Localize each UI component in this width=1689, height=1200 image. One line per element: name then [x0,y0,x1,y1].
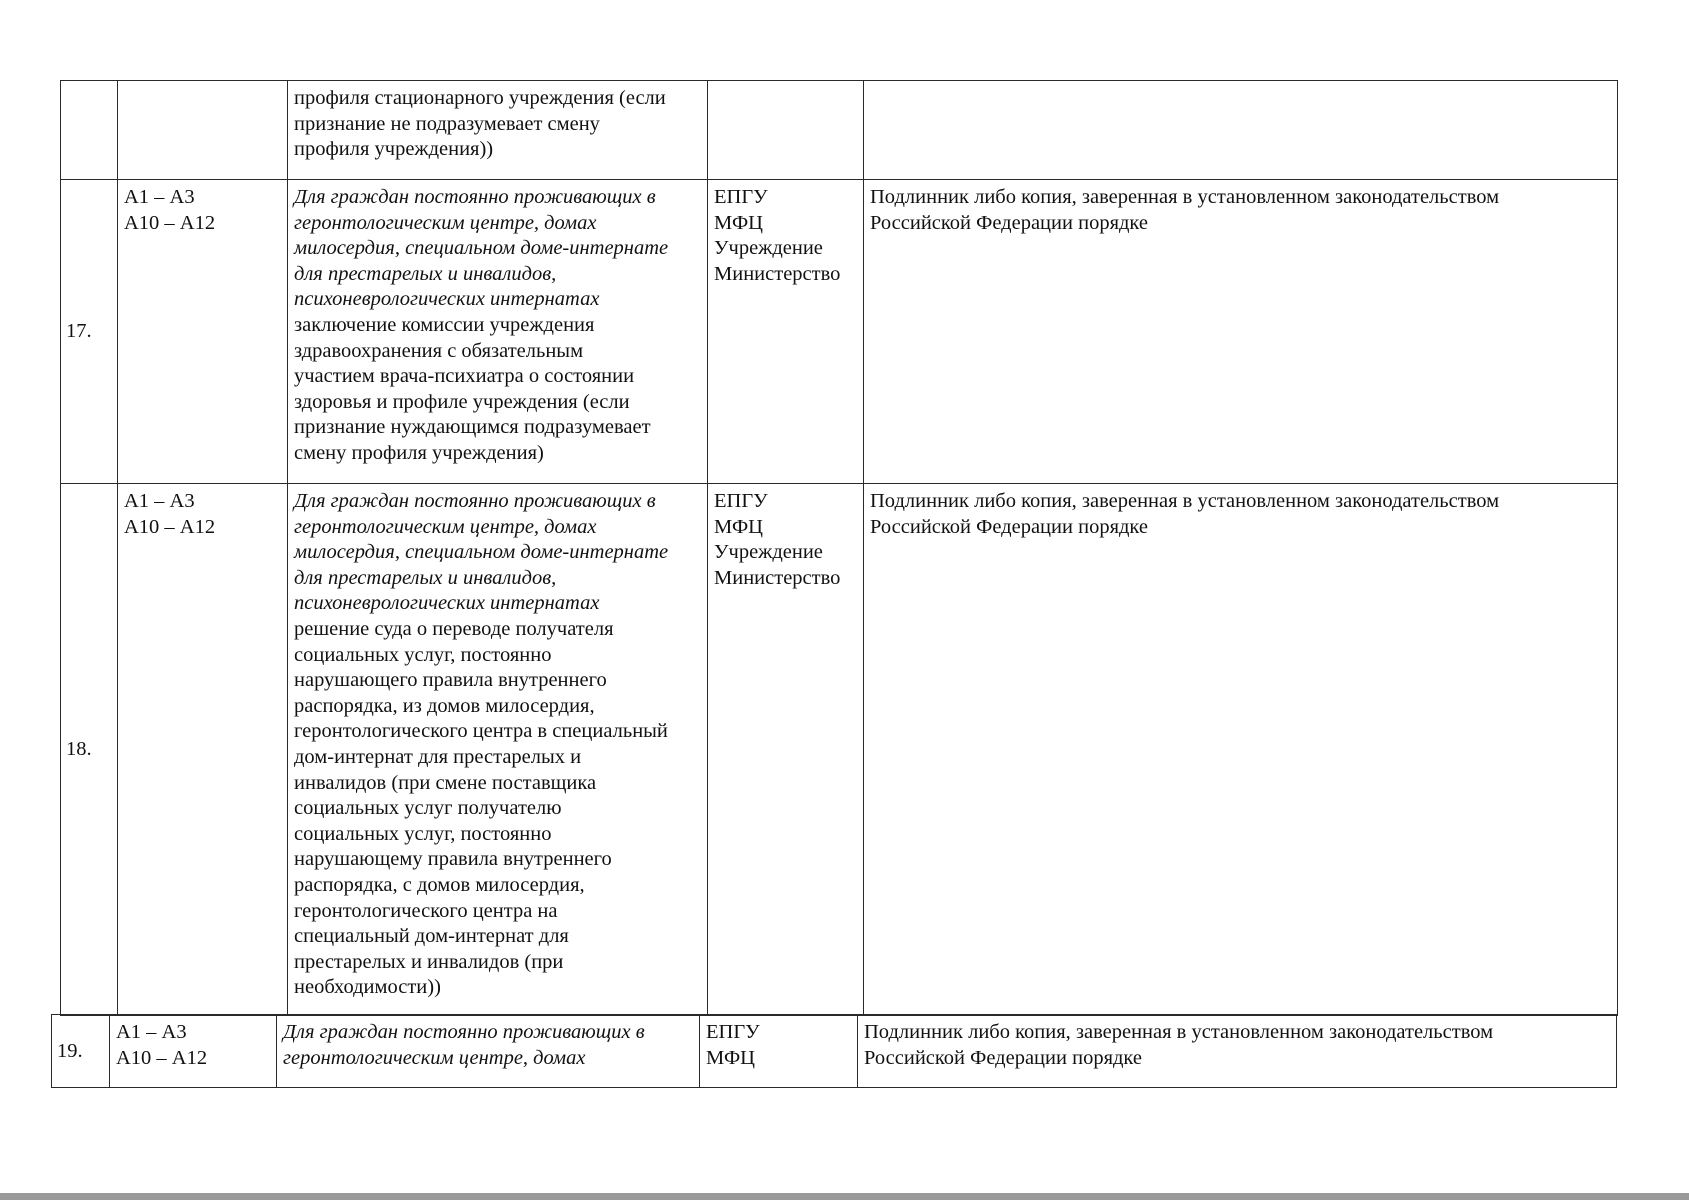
categories-cell: А1 – А3 А10 – А12 [118,180,288,484]
document-description-cell [288,180,708,484]
documents-table [60,80,1618,1016]
document-text: профиля стационарного учреждения (если признание не подразумевает смену профиля учреждения)) [294,87,666,161]
categories-cell: А1 – А3 А10 – А12 [118,484,288,1016]
categories-cell [118,81,288,180]
document-description-cell [288,81,708,180]
table-row-17 [61,180,1618,484]
scan-edge-bar [0,1193,1689,1200]
table-row-19 [52,1015,1617,1088]
document-text: решение суда о переводе получателя социальных услуг, постоянно нарушающего правила внутреннего распорядка, из домов милосердия, геронтологического центра в специальный дом-интернат для престарелых и инвалидов (при смене поставщика социальных услуг получателю социальных услуг, постоянно нарушающему правила внутреннего распорядка, с домов милосердия, геронтологического центра на специальный дом-интернат для престарелых и инвалидов (при необходимости)) [294,617,668,999]
document-text: заключение комиссии учреждения здравоохранения с обязательным участием врача-психиатра о состоянии здоровья и профиле учреждения (если признание нуждающимся подразумевает смену профиля учреждения) [294,313,651,464]
row-number-cell: 18. [61,484,118,1016]
submission-channels-cell: ЕПГУ МФЦ Учреждение Министерство [708,180,864,484]
condition-text: Для граждан постоянно проживающих в геронтологическим центре, домах милосердия, специальном доме-интернате для престарелых и инвалидов, психоневрологических интернатах [294,186,669,311]
document-description-cell [288,484,708,1016]
condition-text: Для граждан постоянно проживающих в геронтологическим центре, домах [283,1021,645,1069]
document-description-cell [277,1015,700,1088]
row-number-cell: 19. [52,1015,110,1088]
table-row-continuation [61,81,1618,180]
categories-cell: А1 – А3 А10 – А12 [110,1015,277,1088]
table-row-18 [61,484,1618,1016]
document-form-cell: Подлинник либо копия, заверенная в установленном законодательством Российской Федерации порядке [858,1015,1617,1088]
submission-channels-cell: ЕПГУ МФЦ [700,1015,858,1088]
documents-table-continued [51,1014,1617,1088]
document-form-cell [864,81,1618,180]
row-number-cell: 17. [61,180,118,484]
document-form-cell: Подлинник либо копия, заверенная в установленном законодательством Российской Федерации порядке [864,180,1618,484]
submission-channels-cell [708,81,864,180]
condition-text: Для граждан постоянно проживающих в геронтологическим центре, домах милосердия, специальном доме-интернате для престарелых и инвалидов, психоневрологических интернатах [294,490,669,615]
row-number-cell [61,81,118,180]
submission-channels-cell: ЕПГУ МФЦ Учреждение Министерство [708,484,864,1016]
document-form-cell: Подлинник либо копия, заверенная в установленном законодательством Российской Федерации порядке [864,484,1618,1016]
